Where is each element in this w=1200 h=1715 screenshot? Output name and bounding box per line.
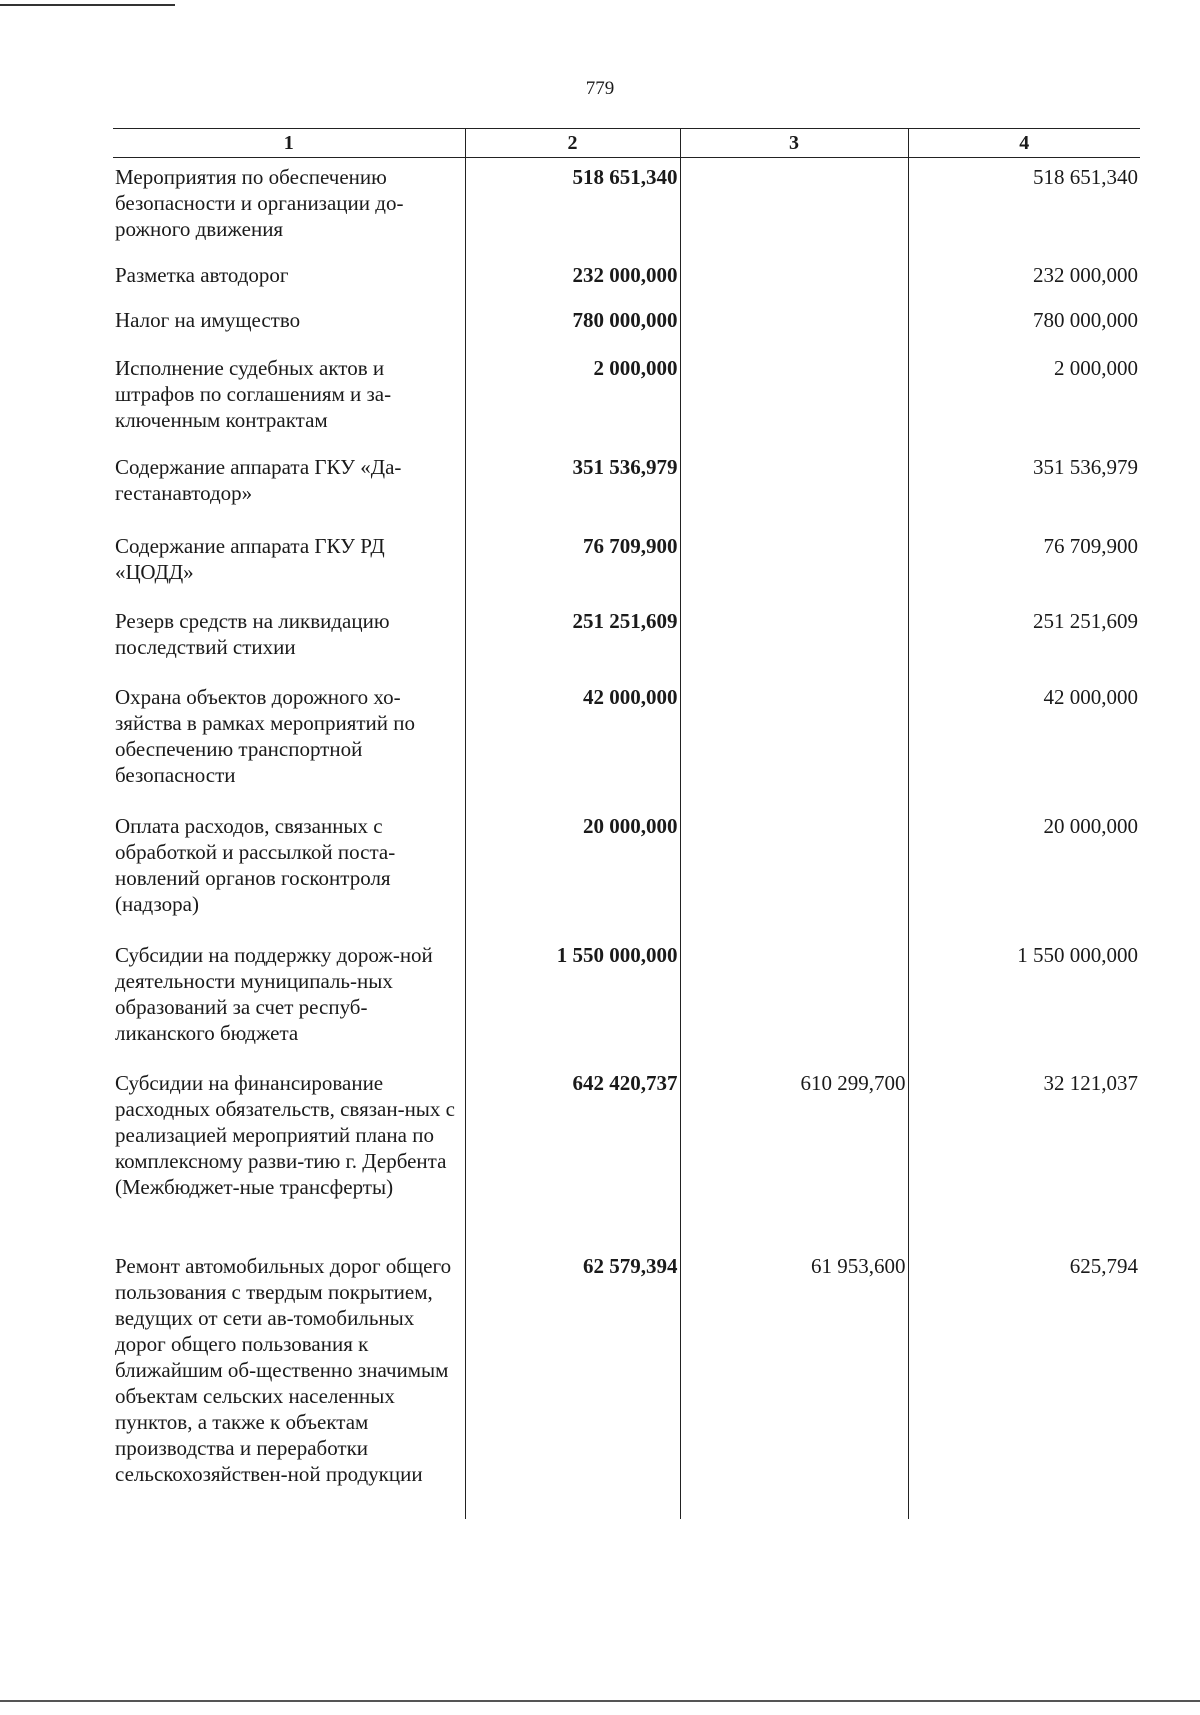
row-republic: 1 550 000,000 <box>908 936 1140 1064</box>
row-name: Охрана объектов дорожного хо-зяйства в рамках мероприятий по обеспечению транспортной безопасности <box>115 684 416 787</box>
row-name: Исполнение судебных актов и штрафов по соглашениям и за-ключенным контрактам <box>115 355 392 432</box>
row-federal <box>680 158 908 256</box>
row-total: 76 709,900 <box>465 527 680 602</box>
row-name: Оплата расходов, связанных с обработкой и рассылкой поста-новлений органов госконтроля (надзора) <box>115 813 396 916</box>
row-total: 1 550 000,000 <box>465 936 680 1064</box>
column-header-3: 3 <box>680 129 908 158</box>
table-row <box>113 256 1140 301</box>
row-republic: 251 251,609 <box>908 602 1140 678</box>
row-federal <box>680 349 908 448</box>
page-number: 779 <box>585 78 615 99</box>
row-name: Субсидии на финансирование расходных обязательств, связан-ных с реализацией мероприятий плана по комплексному разви-тию г. Дербента (Межбюджет-ные трансферты) <box>115 1070 455 1199</box>
table-row <box>113 349 1140 448</box>
row-total: 20 000,000 <box>465 807 680 936</box>
column-header-4: 4 <box>908 129 1140 158</box>
header-row <box>113 129 1140 158</box>
row-name: Содержание аппарата ГКУ РД «ЦОДД» <box>115 533 385 584</box>
row-name: Резерв средств на ликвидацию последствий стихии <box>115 608 390 659</box>
table-row <box>113 448 1140 527</box>
row-name: Ремонт автомобильных дорог общего пользования с твердым покрытием, ведущих от сети ав-томобильных дорог общего пользования к ближайшим об-щественно значимым объектам сельских населенных пунктов, а также к объектам производства и переработки сельскохозяйствен-ной продукции <box>115 1253 452 1486</box>
table-row <box>113 936 1140 1064</box>
row-name: Субсидии на поддержку дорож-ной деятельности муниципаль-ных образований за счет респуб-ликанского бюджета <box>115 942 433 1045</box>
table-row <box>113 1247 1140 1519</box>
row-total: 232 000,000 <box>465 256 680 301</box>
column-header-1: 1 <box>113 129 465 158</box>
row-federal <box>680 527 908 602</box>
row-total: 2 000,000 <box>465 349 680 448</box>
row-federal <box>680 602 908 678</box>
row-total: 518 651,340 <box>465 158 680 256</box>
table-row <box>113 807 1140 936</box>
row-republic: 42 000,000 <box>908 678 1140 807</box>
table-row <box>113 602 1140 678</box>
row-republic: 780 000,000 <box>908 301 1140 349</box>
row-name: Налог на имущество <box>115 307 301 332</box>
row-republic: 518 651,340 <box>908 158 1140 256</box>
row-federal <box>680 678 908 807</box>
row-total: 351 536,979 <box>465 448 680 527</box>
budget-table <box>113 128 1140 1519</box>
row-republic: 232 000,000 <box>908 256 1140 301</box>
row-federal: 610 299,700 <box>680 1064 908 1247</box>
row-republic: 20 000,000 <box>908 807 1140 936</box>
table-row <box>113 527 1140 602</box>
scan-edge-top <box>0 4 175 6</box>
table-row <box>113 678 1140 807</box>
row-federal <box>680 301 908 349</box>
row-total: 642 420,737 <box>465 1064 680 1247</box>
row-total: 42 000,000 <box>465 678 680 807</box>
row-federal <box>680 448 908 527</box>
row-republic: 76 709,900 <box>908 527 1140 602</box>
row-name: Мероприятия по обеспечению безопасности и организации до-рожного движения <box>115 165 404 241</box>
scan-edge-bottom <box>0 1700 1200 1702</box>
row-federal: 61 953,600 <box>680 1247 908 1519</box>
table-row <box>113 1064 1140 1247</box>
row-name: Разметка автодорог <box>115 262 289 287</box>
row-republic: 351 536,979 <box>908 448 1140 527</box>
row-republic: 32 121,037 <box>908 1064 1140 1247</box>
row-federal <box>680 936 908 1064</box>
row-republic: 2 000,000 <box>908 349 1140 448</box>
row-name: Содержание аппарата ГКУ «Да-гестанавтодор» <box>115 454 402 505</box>
row-federal <box>680 256 908 301</box>
column-header-2: 2 <box>465 129 680 158</box>
row-total: 62 579,394 <box>465 1247 680 1519</box>
row-federal <box>680 807 908 936</box>
row-total: 251 251,609 <box>465 602 680 678</box>
row-republic: 625,794 <box>908 1247 1140 1519</box>
table-row <box>113 158 1140 256</box>
table-row <box>113 301 1140 349</box>
row-total: 780 000,000 <box>465 301 680 349</box>
